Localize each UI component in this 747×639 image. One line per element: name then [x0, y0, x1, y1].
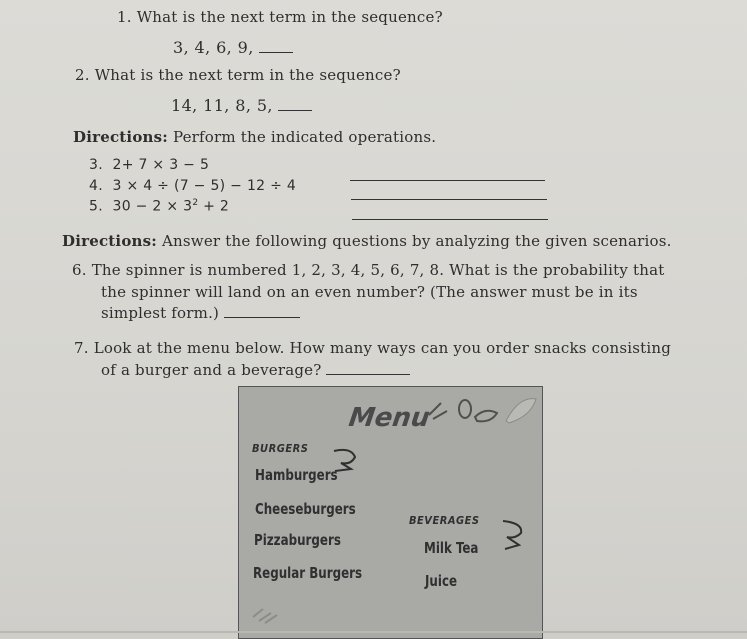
- item-number: 3.: [89, 157, 103, 173]
- directions-scenarios: [62, 232, 672, 250]
- exponent: 2: [192, 198, 199, 208]
- question-2: [75, 66, 401, 84]
- arrow-doodle-icon: [499, 517, 529, 553]
- question-text: The spinner is numbered 1, 2, 3, 4, 5, 6, 7, 8. What is the probability that: [91, 261, 665, 279]
- question-number: 1.: [117, 8, 132, 26]
- question-7-line-2: [101, 361, 410, 379]
- burger-item: Cheeseburgers: [255, 500, 356, 518]
- expression: 3 × 4 ÷ (7 − 5) − 12 ÷ 4: [112, 178, 297, 194]
- answer-blank: [259, 51, 293, 53]
- question-text: Look at the menu below. How many ways can you order snacks consisting: [93, 339, 671, 357]
- sequence-1: [173, 38, 293, 57]
- operation-3: [89, 157, 209, 173]
- item-number: 4.: [89, 178, 103, 194]
- sequence-terms: 3, 4, 6, 9,: [173, 38, 254, 57]
- sequence-2: [171, 96, 312, 115]
- burger-item: Hamburgers: [255, 466, 338, 484]
- beverages-heading: BEVERAGES: [409, 514, 480, 527]
- expression: 30 − 2 × 3: [112, 198, 193, 215]
- question-number: 6.: [72, 261, 87, 279]
- beverage-item: Juice: [425, 572, 458, 590]
- snack-menu-image: [238, 386, 543, 639]
- answer-blank: [326, 373, 410, 375]
- question-7-line-1: [74, 339, 671, 357]
- question-text: simplest form.): [101, 304, 220, 322]
- answer-line-5: [352, 219, 548, 220]
- question-number: 2.: [75, 66, 90, 84]
- answer-blank: [278, 109, 312, 111]
- menu-title: Menu: [346, 403, 432, 433]
- question-number: 7.: [74, 339, 89, 357]
- answer-blank: [224, 316, 300, 318]
- beverage-item: Milk Tea: [424, 539, 479, 557]
- doodle-icon: [427, 393, 507, 433]
- question-6-line-2: [101, 283, 638, 301]
- operation-5: [89, 198, 229, 215]
- question-6-line-3: [101, 304, 300, 322]
- operation-4: [89, 178, 296, 194]
- question-6-line-1: [72, 261, 664, 279]
- leaf-doodle-icon: [501, 391, 541, 431]
- sequence-terms: 14, 11, 8, 5,: [171, 96, 273, 115]
- burger-item: Regular Burgers: [253, 564, 363, 582]
- question-text: What is the next term in the sequence?: [136, 8, 443, 26]
- expression-tail: + 2: [198, 198, 230, 215]
- answer-line-4: [351, 199, 547, 200]
- burgers-heading: BURGERS: [252, 442, 309, 455]
- directions-text: Perform the indicated operations.: [172, 128, 437, 146]
- sparkle-doodle-icon: [249, 597, 289, 627]
- question-1: [117, 8, 443, 26]
- question-text: the spinner will land on an even number? (The answer must be in its: [101, 283, 638, 301]
- page-edge-line: [0, 631, 747, 633]
- directions-operations: [73, 128, 436, 146]
- burger-item: Pizzaburgers: [254, 531, 341, 549]
- question-text: What is the next term in the sequence?: [94, 66, 401, 84]
- answer-line-3: [350, 180, 545, 181]
- item-number: 5.: [89, 198, 103, 215]
- directions-label: Directions:: [73, 128, 169, 146]
- directions-text: Answer the following questions by analyzing the given scenarios.: [161, 232, 672, 250]
- question-text: of a burger and a beverage?: [101, 361, 322, 379]
- directions-label: Directions:: [62, 232, 158, 250]
- expression: 2+ 7 × 3 − 5: [112, 157, 210, 173]
